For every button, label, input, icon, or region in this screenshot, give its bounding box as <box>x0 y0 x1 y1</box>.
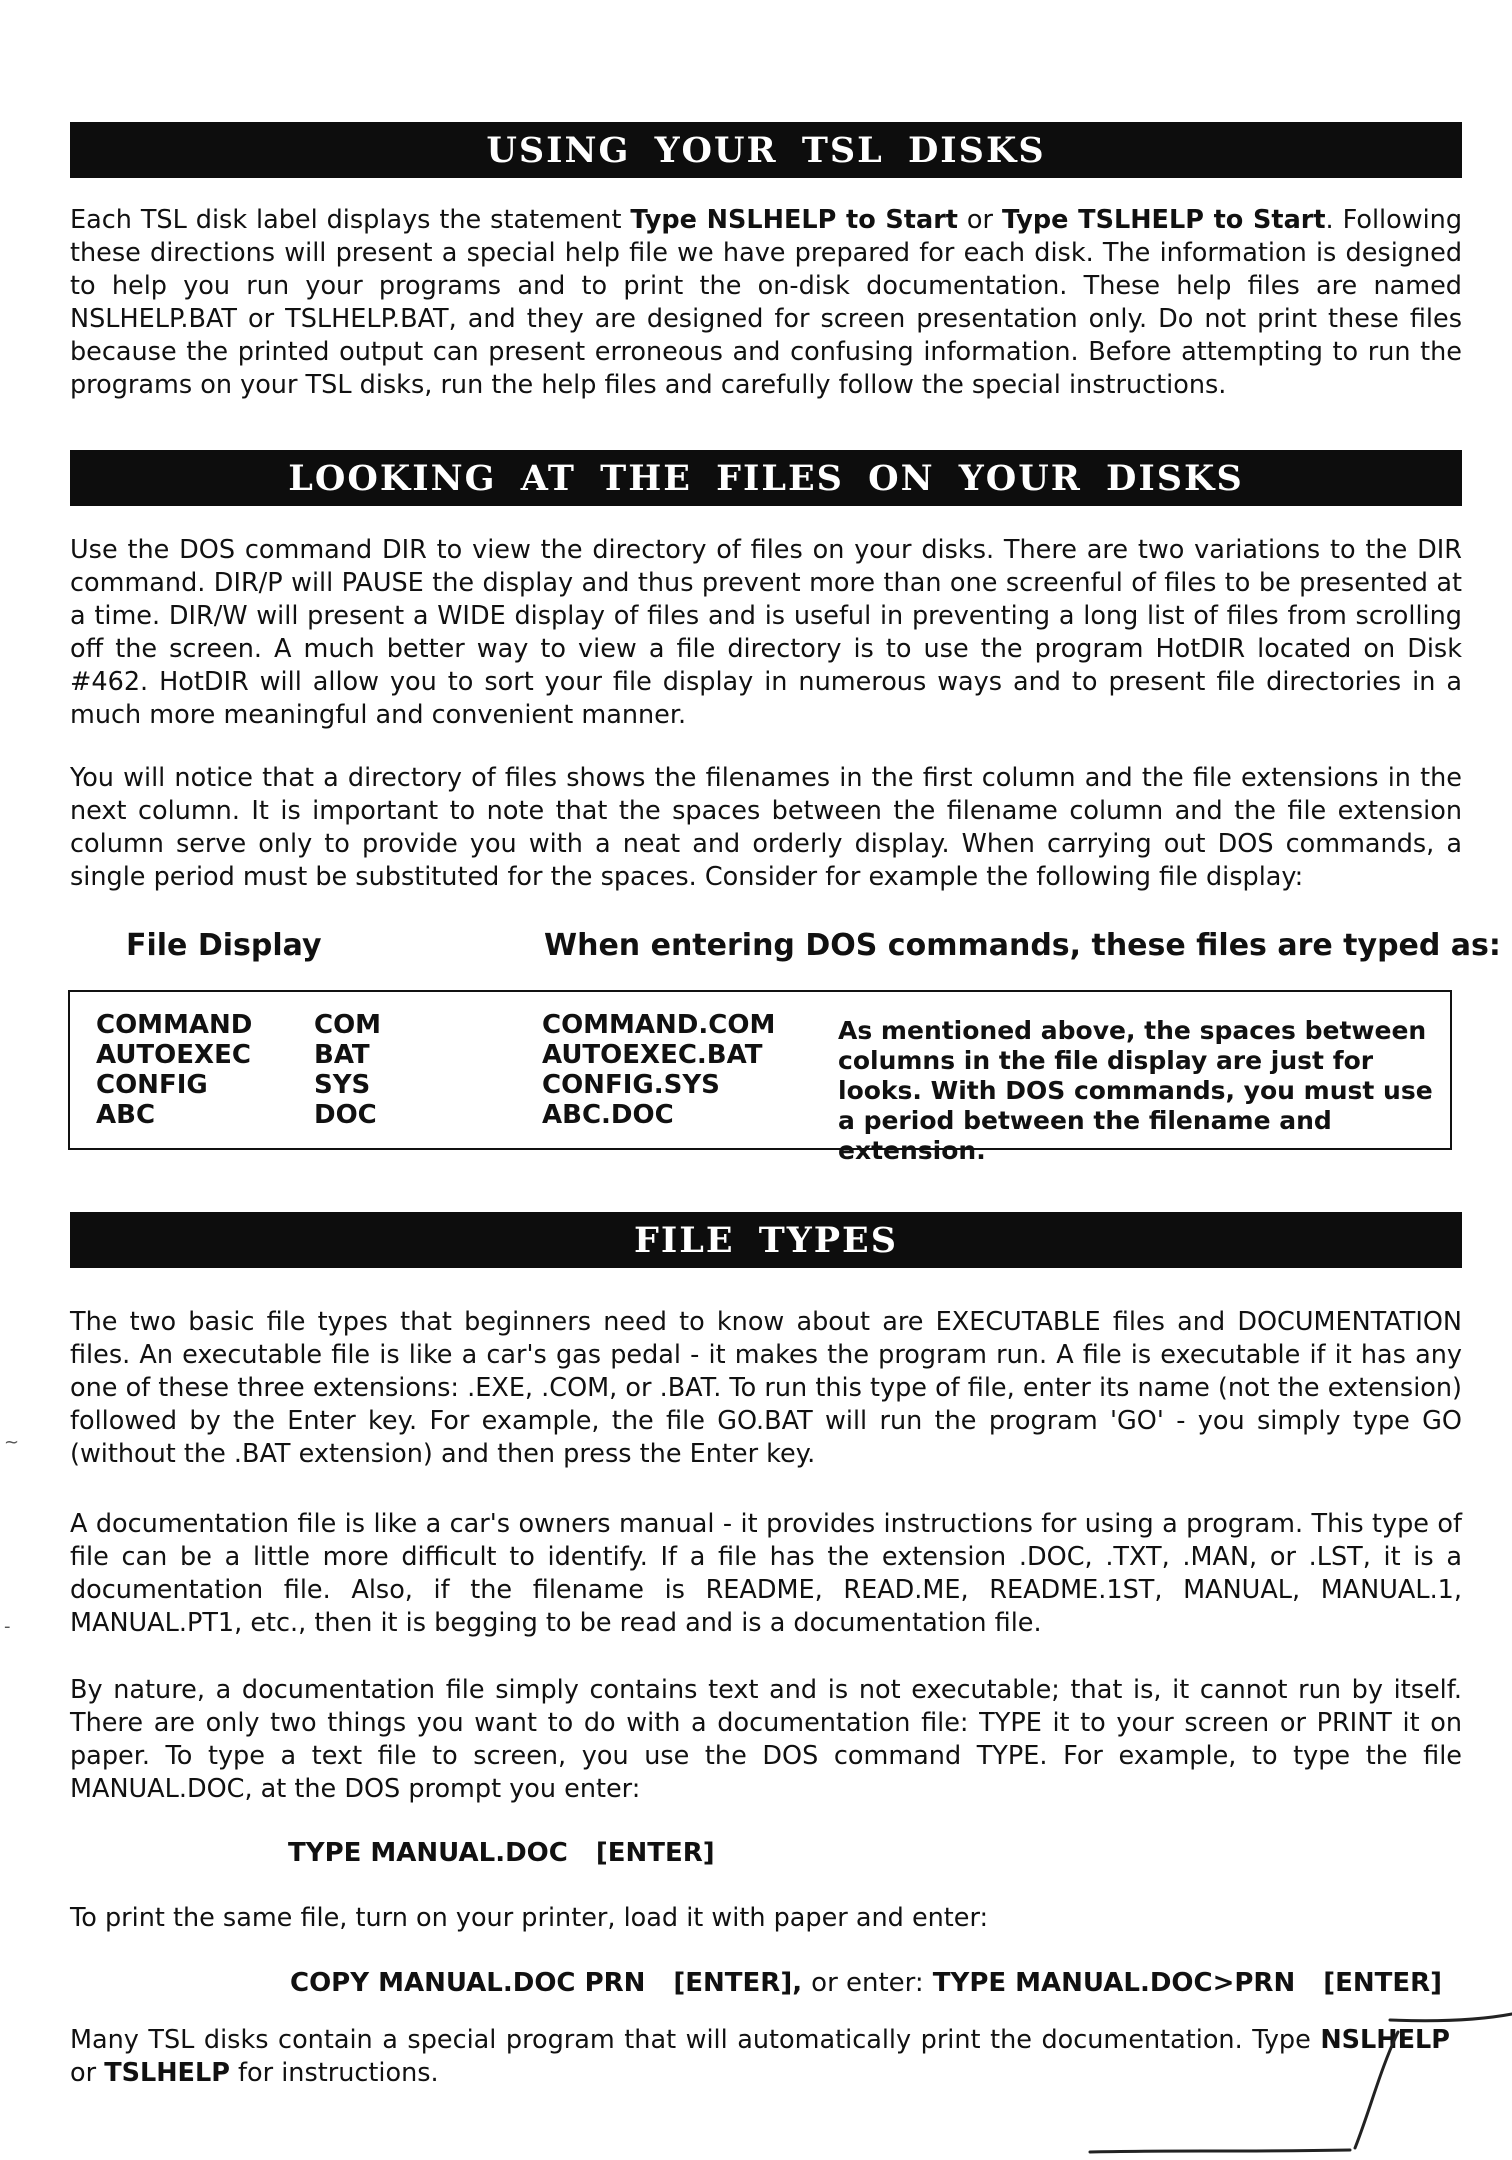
copy-command-example <box>290 1968 1442 1998</box>
section-header-looking-at-files: LOOKING AT THE FILES ON YOUR DISKS <box>70 450 1462 506</box>
margin-tick-mark: - <box>4 1616 11 1637</box>
filename-column <box>96 1010 252 1130</box>
pen-stroke-mark <box>1080 2000 1512 2160</box>
file-display-table <box>68 990 1452 1165</box>
using-disks-paragraph <box>70 204 1462 402</box>
enter-key-label: [ENTER], <box>673 1968 803 1998</box>
text-run: . Following these directions will present a special help file we have prepared for each disk. The information is designed to help you run your programs and to print the on-disk documentation. These help files are named NSLHELP.BAT or TSLHELP.BAT, and they are designed for screen presentation only. Do not print these files because the printed output can present erroneous and confusing information. Before attempting to run the programs on your TSL disks, run the help files and carefully follow the special instructions. <box>70 205 1463 400</box>
nslhelp-name: NSLHELP <box>1320 2025 1450 2055</box>
alt-command-text: TYPE MANUAL.DOC>PRN <box>932 1968 1296 1998</box>
or-enter-text: or enter: <box>811 1968 924 1998</box>
text-run: Each TSL disk label displays the statement <box>70 205 631 235</box>
text-run: for instructions. <box>229 2058 439 2088</box>
table-cell: DOC <box>314 1100 377 1130</box>
file-types-paragraph: The two basic file types that beginners need to know about are EXECUTABLE files and DOCUMENTATION files. An executable file is like a car's gas pedal - it makes the program run. A file is executable if it has any one of these three extensions: .EXE, .COM, or .BAT. To run this type of file, enter its name (not the extension) followed by the Enter key. For example, the file GO.BAT will run the program 'GO' - you simply type GO (without the .BAT extension) and then press the Enter key. <box>70 1307 1462 1469</box>
table-cell: CONFIG.SYS <box>542 1070 720 1100</box>
table-cell: COMMAND <box>96 1010 253 1040</box>
type-command-example <box>288 1838 715 1868</box>
enter-key-label: [ENTER] <box>595 1838 715 1868</box>
text-run: or <box>70 2058 105 2088</box>
table-cell: AUTOEXEC <box>96 1040 251 1070</box>
text-run: or <box>957 205 1002 235</box>
typed-as-heading: When entering DOS commands, these files are typed as: <box>544 928 1501 963</box>
period-note: As mentioned above, the spaces between columns in the file display are just for looks. With DOS commands, you must use a period between the filename and extension. <box>838 1016 1433 1165</box>
table-cell: ABC.DOC <box>542 1100 674 1130</box>
file-display-heading: File Display <box>126 928 322 963</box>
nslhelp-statement: Type NSLHELP to Start <box>630 205 958 235</box>
extension-column <box>314 1010 381 1130</box>
table-cell: AUTOEXEC.BAT <box>542 1040 763 1070</box>
section-header-using-disks: USING YOUR TSL DISKS <box>70 122 1462 178</box>
table-cell: CONFIG <box>96 1070 208 1100</box>
tslhelp-name: TSLHELP <box>104 2058 230 2088</box>
typed-filename-column <box>542 1010 775 1130</box>
print-instruction: To print the same file, turn on your printer, load it with paper and enter: <box>70 1903 989 1933</box>
dir-command-paragraph: Use the DOS command DIR to view the directory of files on your disks. There are two variations to the DIR command. DIR/P will PAUSE the display and thus prevent more than one screenful of files to be presented at a time. DIR/W will present a WIDE display of files and is useful in preventing a long list of files from scrolling off the screen. A much better way to view a file directory is to use the program HotDIR located on Disk #462. HotDIR will allow you to sort your file display in numerous ways and to present file directories in a much more meaningful and convenient manner. <box>70 535 1462 730</box>
documentation-file-paragraph: A documentation file is like a car's owners manual - it provides instructions for using a program. This type of file can be a little more difficult to identify. If a file has the extension .DOC, .TXT, .MAN, or .LST, it is a documentation file. Also, if the filename is README, READ.ME, README.1ST, MANUAL, MANUAL.1, MANUAL.PT1, etc., then it is begging to be read and is a documentation file. <box>70 1509 1462 1638</box>
command-text: COPY MANUAL.DOC PRN <box>290 1968 646 1998</box>
margin-tick-mark: ~ <box>4 1432 20 1453</box>
tslhelp-statement: Type TSLHELP to Start <box>1001 205 1326 235</box>
section-header-file-types: FILE TYPES <box>70 1212 1462 1268</box>
command-text: TYPE MANUAL.DOC <box>288 1838 568 1868</box>
directory-columns-paragraph: You will notice that a directory of files shows the filenames in the first column and the file extensions in the next column. It is important to note that the spaces between the filename column and the file extension column serve only to provide you with a neat and orderly display. When carrying out DOS commands, a single period must be substituted for the spaces. Consider for example the following file display: <box>70 763 1462 892</box>
text-run: Many TSL disks contain a special program that will automatically print the documentation. Type <box>70 2025 1321 2055</box>
table-cell: COMMAND.COM <box>542 1010 776 1040</box>
table-cell: SYS <box>314 1070 371 1100</box>
enter-key-label: [ENTER] <box>1323 1968 1443 1998</box>
table-cell: ABC <box>96 1100 156 1130</box>
type-command-paragraph: By nature, a documentation file simply contains text and is not executable; that is, it cannot run by itself. There are only two things you want to do with a documentation file: TYPE it to your screen or PRINT it on paper. To type a text file to screen, you use the DOS command TYPE. For example, to type the file MANUAL.DOC, at the DOS prompt you enter: <box>70 1675 1462 1804</box>
table-cell: BAT <box>314 1040 370 1070</box>
table-cell: COM <box>314 1010 382 1040</box>
